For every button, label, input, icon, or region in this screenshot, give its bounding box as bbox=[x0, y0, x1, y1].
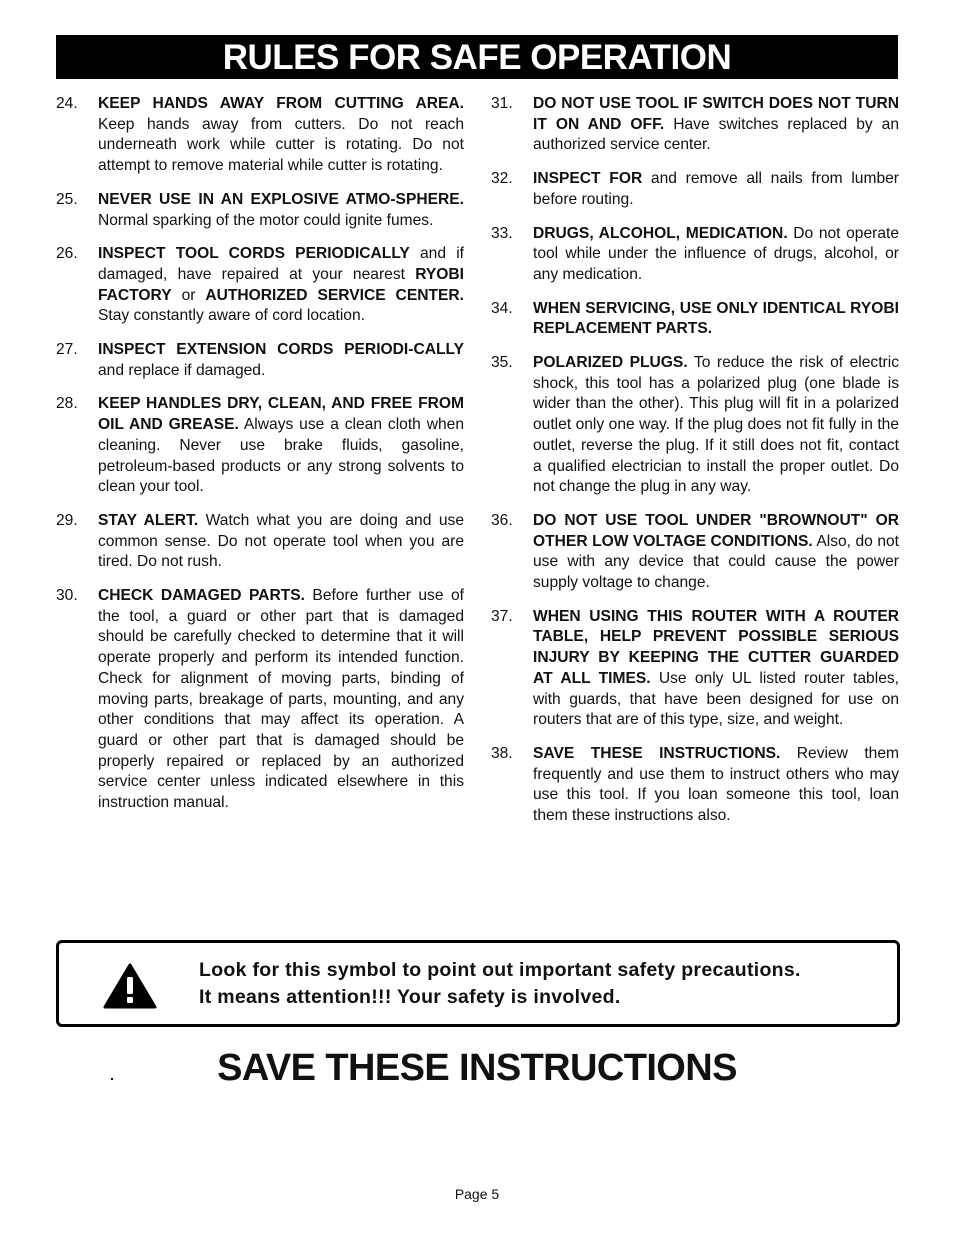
rule-number: 35. bbox=[491, 354, 513, 372]
rule-item bbox=[56, 190, 464, 231]
rule-heading: NEVER USE IN AN EXPLOSIVE ATMO-SPHERE. bbox=[98, 190, 464, 208]
rule-item bbox=[56, 244, 464, 327]
notice-line: Look for this symbol to point out important safety precautions. bbox=[199, 959, 801, 981]
rule-text bbox=[533, 744, 899, 827]
rule-number: 30. bbox=[56, 587, 78, 605]
rule-description: or bbox=[171, 286, 206, 304]
rule-description: Watch what you are doing and use common sense. Do not operate tool when you are tired. Do not rush. bbox=[98, 511, 464, 571]
rule-text bbox=[533, 353, 899, 498]
rule-text bbox=[98, 340, 464, 381]
safety-notice-text bbox=[199, 957, 889, 1011]
page-number: Page 5 bbox=[454, 1186, 500, 1202]
save-instructions-heading: SAVE THESE INSTRUCTIONS bbox=[217, 1047, 737, 1089]
rule-item bbox=[491, 224, 899, 286]
rule-heading: CHECK DAMAGED PARTS. bbox=[98, 587, 305, 605]
rule-text bbox=[98, 190, 464, 231]
rule-number: 29. bbox=[56, 511, 78, 529]
rule-number: 36. bbox=[491, 511, 513, 529]
rule-heading: DO NOT USE TOOL IF SWITCH DOES NOT TURN IT ON AND OFF. bbox=[533, 95, 899, 133]
rule-text bbox=[533, 224, 899, 286]
rule-text bbox=[533, 511, 899, 594]
rule-item bbox=[491, 744, 899, 827]
rule-heading: KEEP HANDLES DRY, CLEAN, AND FREE FROM OIL AND GREASE. bbox=[98, 395, 464, 434]
rule-item bbox=[56, 340, 464, 381]
rule-text bbox=[98, 94, 464, 177]
rule-number: 26. bbox=[56, 245, 78, 263]
rule-emphasis: AUTHORIZED SERVICE CENTER. bbox=[205, 286, 464, 304]
rule-item bbox=[491, 353, 899, 498]
rule-item bbox=[491, 607, 899, 731]
rule-item bbox=[56, 586, 464, 814]
rule-number: 27. bbox=[56, 341, 78, 359]
rule-heading: SAVE THESE INSTRUCTIONS. bbox=[533, 744, 781, 762]
rule-number: 28. bbox=[56, 395, 78, 413]
page-title: RULES FOR SAFE OPERATION bbox=[222, 38, 732, 77]
rule-heading: WHEN SERVICING, USE ONLY IDENTICAL RYOBI REPLACEMENT PARTS. bbox=[533, 299, 899, 338]
rule-heading: INSPECT FOR bbox=[533, 170, 643, 188]
safety-notice-box bbox=[56, 940, 900, 1027]
rule-description: Use only UL listed router tables, with guards, that have been designed for use on routers that are of this type, size, and weight. bbox=[533, 669, 899, 729]
rule-text bbox=[98, 511, 464, 573]
rule-heading: INSPECT EXTENSION CORDS PERIODI-CALLY bbox=[98, 341, 464, 359]
rule-number: 33. bbox=[491, 224, 513, 242]
rule-description: and remove all nails from lumber before routing. bbox=[533, 170, 899, 208]
rule-description: and replace if damaged. bbox=[98, 361, 266, 379]
rule-number: 38. bbox=[491, 744, 513, 762]
rule-item bbox=[491, 299, 899, 340]
rule-heading: DO NOT USE TOOL UNDER "BROWNOUT" OR OTHER LOW VOLTAGE CONDITIONS. bbox=[533, 511, 899, 550]
rule-heading: INSPECT TOOL CORDS PERIODICALLY bbox=[98, 245, 410, 263]
rule-item bbox=[491, 511, 899, 594]
rule-description: Stay constantly aware of cord location. bbox=[98, 307, 365, 325]
rule-number: 24. bbox=[56, 95, 78, 112]
rule-item bbox=[491, 94, 899, 156]
rule-description: Have switches replaced by an authorized service center. bbox=[533, 115, 899, 154]
rule-item bbox=[56, 511, 464, 573]
rule-item bbox=[56, 394, 464, 498]
rule-number: 34. bbox=[491, 299, 513, 317]
rule-text bbox=[533, 94, 899, 156]
rule-text bbox=[533, 299, 899, 340]
warning-triangle-icon bbox=[103, 963, 157, 1009]
rule-text bbox=[533, 607, 899, 731]
rule-heading: STAY ALERT. bbox=[98, 511, 199, 529]
rule-heading: POLARIZED PLUGS. bbox=[533, 354, 688, 372]
rule-number: 32. bbox=[491, 170, 513, 188]
rule-description: To reduce the risk of electric shock, this tool has a polarized plug (one blade is wider than the other). This plug will fit in a polarized outlet only one way. If the plug does not fit fully in the outlet, reverse the plug. If it still does not fit, contact a qualified electrician to install the proper outlet. Do not change the plug in any way. bbox=[533, 354, 899, 496]
rule-text bbox=[533, 169, 899, 210]
rule-description: Normal sparking of the motor could ignite fumes. bbox=[98, 211, 434, 229]
rule-number: 31. bbox=[491, 95, 513, 112]
rule-text bbox=[98, 244, 464, 327]
rules-column-right bbox=[491, 94, 899, 840]
rule-description: Also, do not use with any device that could cause the power supply voltage to change. bbox=[533, 532, 899, 592]
rule-item bbox=[491, 169, 899, 210]
rule-heading: WHEN USING THIS ROUTER WITH A ROUTER TABLE, HELP PREVENT POSSIBLE SERIOUS INJURY BY KEEPING THE CUTTER GUARDED AT ALL TIMES. bbox=[533, 607, 899, 687]
rule-heading: KEEP HANDS AWAY FROM CUTTING AREA. bbox=[98, 95, 464, 112]
rule-text bbox=[98, 394, 464, 498]
rule-text bbox=[98, 586, 464, 814]
rule-emphasis: RYOBI FACTORY bbox=[98, 265, 464, 304]
rule-item bbox=[56, 94, 464, 177]
rule-heading: DRUGS, ALCOHOL, MEDICATION. bbox=[533, 224, 788, 242]
rules-column-left bbox=[56, 94, 464, 827]
rule-number: 25. bbox=[56, 190, 78, 208]
rule-description: Always use a clean cloth when cleaning. Never use brake fluids, gasoline, petroleum-based products or any strong solvents to clean your tool. bbox=[98, 416, 465, 496]
rule-description: and if damaged, have repaired at your nearest bbox=[98, 245, 464, 283]
rule-description: Do not operate tool while under the influence of drugs, alcohol, or any medication. bbox=[533, 224, 899, 283]
rule-description: Before further use of the tool, a guard or other part that is damaged should be carefully checked to determine that it will operate properly and perform its intended function. Check for alignment of moving parts, binding of moving parts, breakage of parts, mounting, and any other conditions that may affect its operation. A guard or other part that is damaged should be properly repaired or replaced by an authorized service center unless indicated elsewhere in this instruction manual. bbox=[98, 587, 464, 812]
rule-description: Keep hands away from cutters. Do not reach underneath work while cutter is rotating. Do not attempt to remove material while cutter is rotating. bbox=[98, 115, 464, 175]
title-banner bbox=[56, 35, 898, 79]
rule-number: 37. bbox=[491, 607, 513, 625]
notice-line: It means attention!!! Your safety is involved. bbox=[199, 986, 621, 1008]
rule-description: Review them frequently and use them to instruct others who may use this tool. If you loan someone this tool, loan them these instructions also. bbox=[533, 744, 899, 825]
